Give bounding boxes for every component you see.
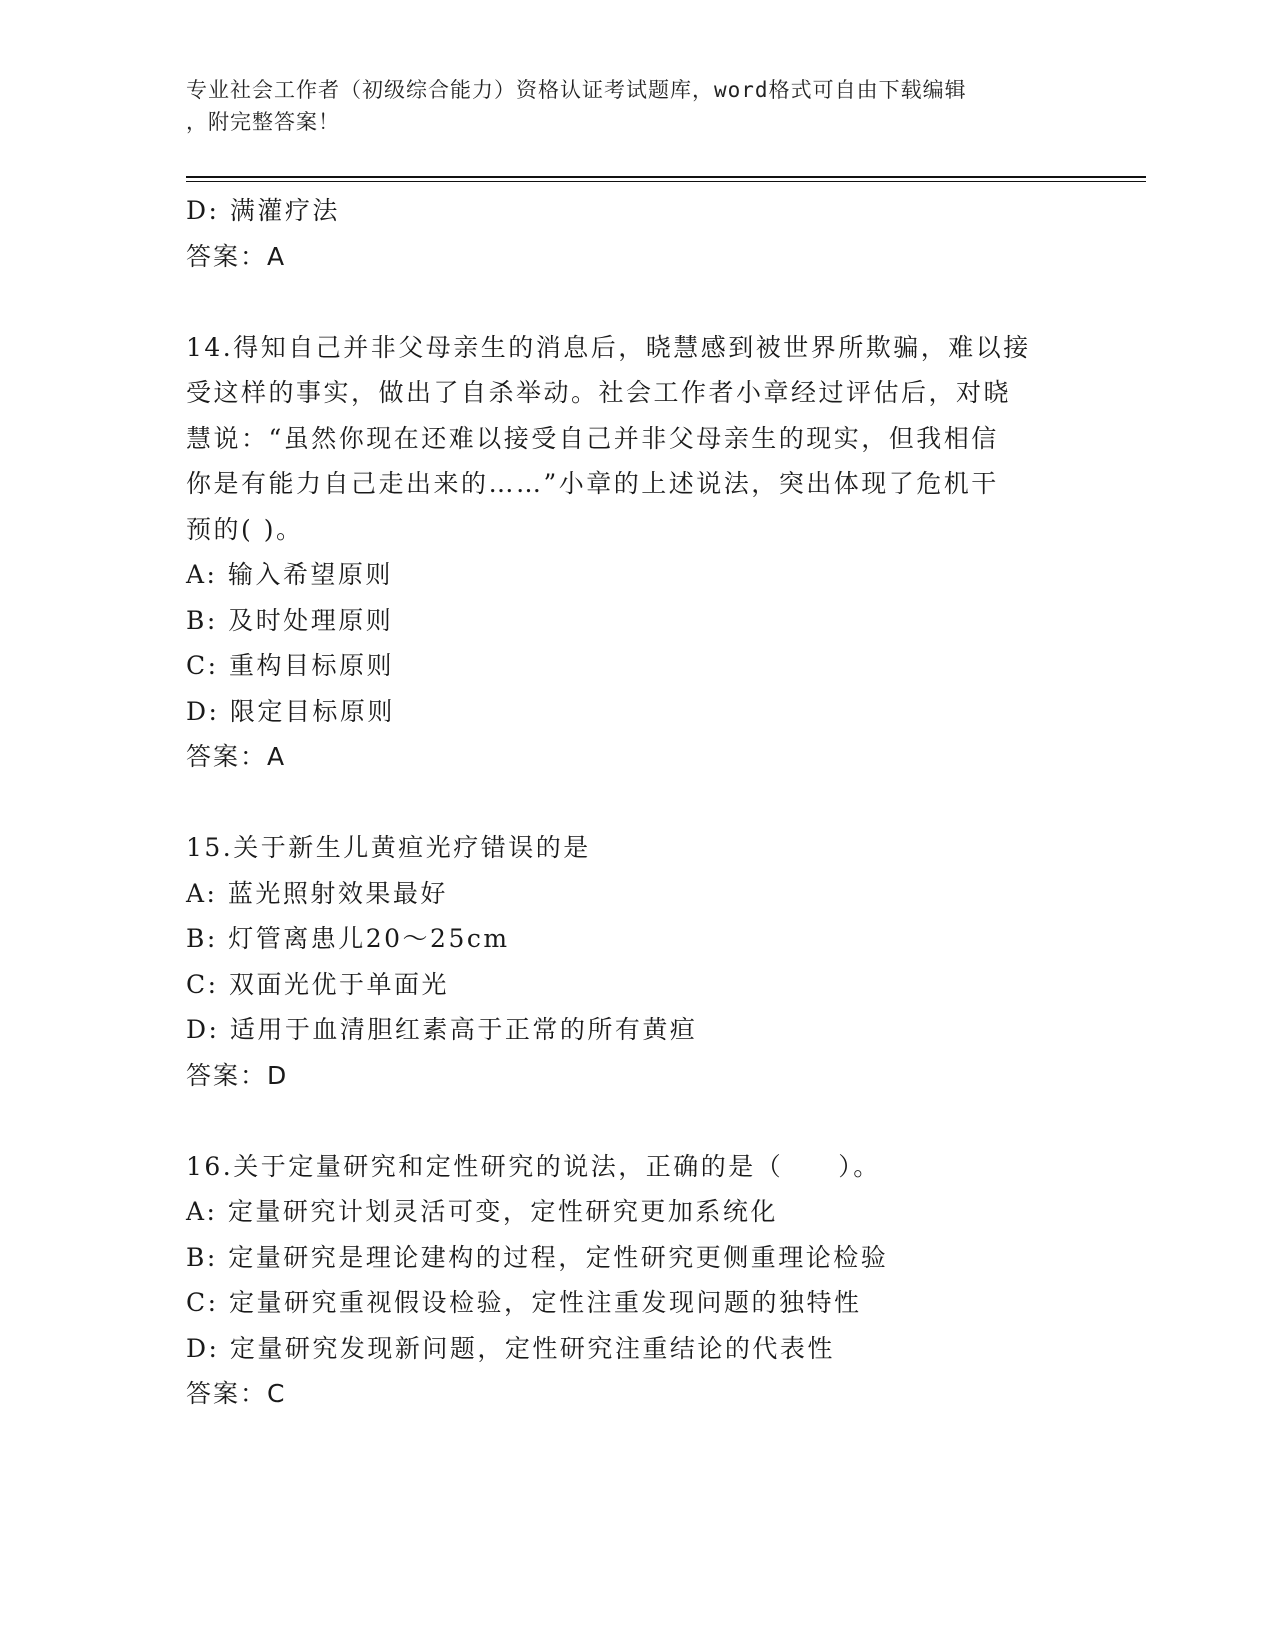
question-text-line: 受这样的事实，做出了自杀举动。社会工作者小章经过评估后，对晓 — [186, 378, 1012, 407]
option-c: C: 定量研究重视假设检验，定性注重发现问题的独特性 — [186, 1288, 862, 1317]
answer-line: 答案：A — [186, 742, 287, 771]
page-content — [186, 188, 1086, 1417]
question-text-line: 16.关于定量研究和定性研究的说法，正确的是（ ）。 — [186, 1151, 881, 1181]
option-d: D: 限定目标原则 — [186, 696, 395, 726]
header-rule-thick — [186, 176, 1146, 178]
option-d: D: 定量研究发现新问题，定性研究注重结论的代表性 — [186, 1333, 835, 1363]
answer-line: 答案：C — [186, 1379, 287, 1408]
option-b: B: 定量研究是理论建构的过程，定性研究更侧重理论检验 — [186, 1242, 889, 1272]
header-rule-thin — [186, 181, 1146, 182]
spacer — [186, 1098, 1086, 1144]
page-header — [186, 74, 1066, 138]
spacer — [186, 780, 1086, 826]
option-d: D: 适用于血清胆红素高于正常的所有黄疸 — [186, 1015, 698, 1044]
question-text-line: 慧说：“虽然你现在还难以接受自己并非父母亲生的现实，但我相信 — [186, 423, 999, 453]
question-text-line: 14.得知自己并非父母亲生的消息后，晓慧感到被世界所欺骗，难以接 — [186, 332, 1031, 362]
header-line-2: ，附完整答案！ — [186, 110, 340, 134]
header-line-1: 专业社会工作者（初级综合能力）资格认证考试题库，word格式可自由下载编辑 — [186, 78, 967, 102]
question-16 — [186, 1144, 1086, 1417]
previous-question-tail — [186, 188, 1086, 279]
answer-line: 答案：A — [186, 241, 287, 271]
answer-line: 答案：D — [186, 1060, 289, 1090]
option-a: A: 定量研究计划灵活可变，定性研究更加系统化 — [186, 1197, 778, 1226]
option-d: D: 满灌疗法 — [186, 196, 340, 225]
option-a: A: 蓝光照射效果最好 — [186, 878, 448, 908]
question-text-line: 15.关于新生儿黄疸光疗错误的是 — [186, 833, 591, 862]
option-c: C: 双面光优于单面光 — [186, 969, 449, 999]
question-text-line: 预的( )。 — [186, 514, 304, 544]
option-a: A: 输入希望原则 — [186, 560, 393, 589]
option-c: C: 重构目标原则 — [186, 651, 394, 680]
option-b: B: 灯管离患儿20～25cm — [186, 924, 510, 953]
question-text-line: 你是有能力自己走出来的……”小章的上述说法，突出体现了危机干 — [186, 469, 999, 498]
question-14 — [186, 325, 1086, 780]
question-15 — [186, 825, 1086, 1098]
spacer — [186, 279, 1086, 325]
option-b: B: 及时处理原则 — [186, 605, 394, 635]
